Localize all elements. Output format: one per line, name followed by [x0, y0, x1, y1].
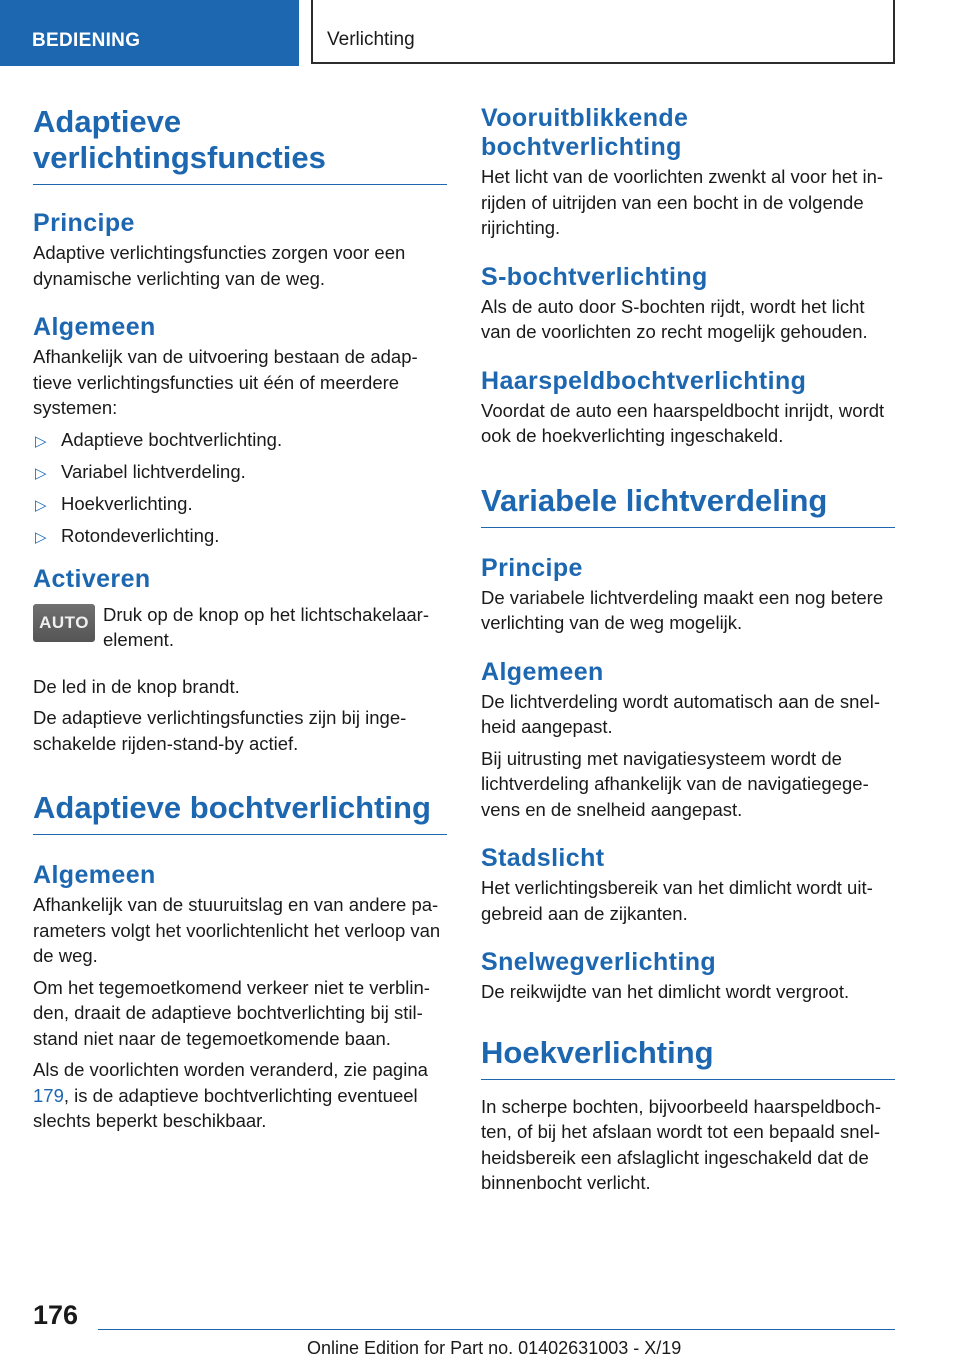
sbocht-text: Als de auto door S-bochten rijdt, wordt het licht van de voorlichten zo recht mogelijk gehouden.: [481, 295, 868, 342]
footer-edition: Online Edition for Part no. 01402631003 - X/19: [307, 1338, 682, 1358]
activeren-text-1: De led in de knop brandt.: [33, 675, 240, 697]
var-algemeen-text-2: Bij uitrusting met navigatiesysteem wordt de lichtverdeling afhankelijk van de navigatiegegevens en de snelheid aangepast.: [481, 747, 869, 820]
stadslicht-text: Het verlichtingsbereik van het dimlicht wordt uitgebreid aan de zijkanten.: [481, 877, 873, 924]
heading-var-principe: Principe: [481, 553, 583, 582]
list-item: ▷ Variabel lichtverdeling.: [33, 459, 447, 491]
heading-haarspeld: Haarspeldbochtverlichting: [481, 366, 807, 395]
triangle-bullet-icon: ▷: [35, 528, 47, 546]
auto-instruction: [33, 602, 447, 672]
list-item: ▷ Rotondeverlichting.: [33, 523, 447, 555]
header-section-label: BEDIENING: [0, 0, 299, 66]
heading-snelweg: Snelwegverlichting: [481, 948, 717, 976]
heading-vooruitblikkende: Vooruitblikkende bochtverlichting: [481, 104, 689, 161]
heading-s-bocht: S-bochtverlichting: [481, 262, 708, 291]
section-title-hoekverlichting: Hoekverlichting: [481, 1035, 895, 1080]
section-title-variabele: Variabele lichtverdeling: [481, 483, 895, 528]
page-link[interactable]: 179: [33, 1084, 64, 1106]
activeren-text-2: De adaptieve verlichtingsfuncties zijn bij ingeschakelde rijden-stand-by actief.: [33, 707, 407, 754]
algemeen-text: Afhankelijk van de uitvoering bestaan de adaptieve verlichtingsfuncties uit één of meerdere systemen:: [33, 346, 418, 418]
right-column: [481, 100, 895, 1196]
left-column: [33, 100, 447, 1134]
bocht-text-1: Afhankelijk van de stuuruitslag en van andere parameters volgt het voorlichtenlicht het verloop van de weg.: [33, 894, 441, 966]
haarspeld-text: Voordat de auto een haarspeldbocht inrijdt, wordt ook de hoekverlichting ingeschakeld.: [481, 399, 885, 446]
section-title-adaptieve: Adaptieve verlichtingsfuncties: [33, 104, 447, 185]
footer-divider: [98, 1329, 895, 1330]
heading-var-algemeen: Algemeen: [481, 657, 604, 686]
auto-button-icon: AUTO: [33, 604, 95, 642]
hoek-text: In scherpe bochten, bijvoorbeeld haarspeldbochten, of bij het afslaan wordt tot een bepaald snelheidsbereik een afslaglicht ingeschakeld dat de binnenbocht verlicht.: [481, 1095, 882, 1193]
list-item: ▷ Hoekverlichting.: [33, 491, 447, 523]
heading-principe: Principe: [33, 209, 135, 237]
triangle-bullet-icon: ▷: [35, 496, 47, 514]
vooruit-text: Het licht van de voorlichten zwenkt al voor het inrijden of uitrijden van een bocht in de volgende rijrichting.: [481, 166, 884, 238]
snelweg-text: De reikwijdte van het dimlicht wordt vergroot.: [481, 981, 850, 1002]
triangle-bullet-icon: ▷: [35, 464, 47, 482]
page-number: 176: [33, 1300, 79, 1330]
triangle-bullet-icon: ▷: [35, 432, 47, 450]
heading-algemeen: Algemeen: [33, 313, 156, 341]
section-title-bochtverlichting: Adaptieve bochtverlichting: [33, 790, 447, 835]
heading-activeren: Activeren: [33, 564, 151, 593]
var-algemeen-text-1: De lichtverdeling wordt automatisch aan de snelheid aangepast.: [481, 690, 880, 737]
var-principe-text: De variabele lichtverdeling maakt een nog betere verlichting van de weg mogelijk.: [481, 586, 884, 633]
heading-bocht-algemeen: Algemeen: [33, 861, 156, 889]
header-chapter-title: Verlichting: [311, 0, 895, 64]
list-item: ▷ Adaptieve bochtverlichting.: [33, 427, 447, 459]
systems-list: [33, 427, 447, 555]
bocht-text-2: Om het tegemoetkomend verkeer niet te verblinden, draait de adaptieve bochtverlichting bij stilstand niet naar de tegemoetkomende baan.: [33, 976, 430, 1049]
principe-text: Adaptive verlichtingsfuncties zorgen voor een dynamische verlichting van de weg.: [33, 242, 406, 289]
auto-instruction-text: Druk op de knop op het lichtschakelaarelement.: [103, 603, 430, 650]
heading-stadslicht: Stadslicht: [481, 844, 605, 872]
bocht-text-3: Als de voorlichten worden veranderd, zie pagina 179, is de adaptieve bochtverlichting eventueel slechts beperkt beschikbaar.: [33, 1059, 428, 1131]
